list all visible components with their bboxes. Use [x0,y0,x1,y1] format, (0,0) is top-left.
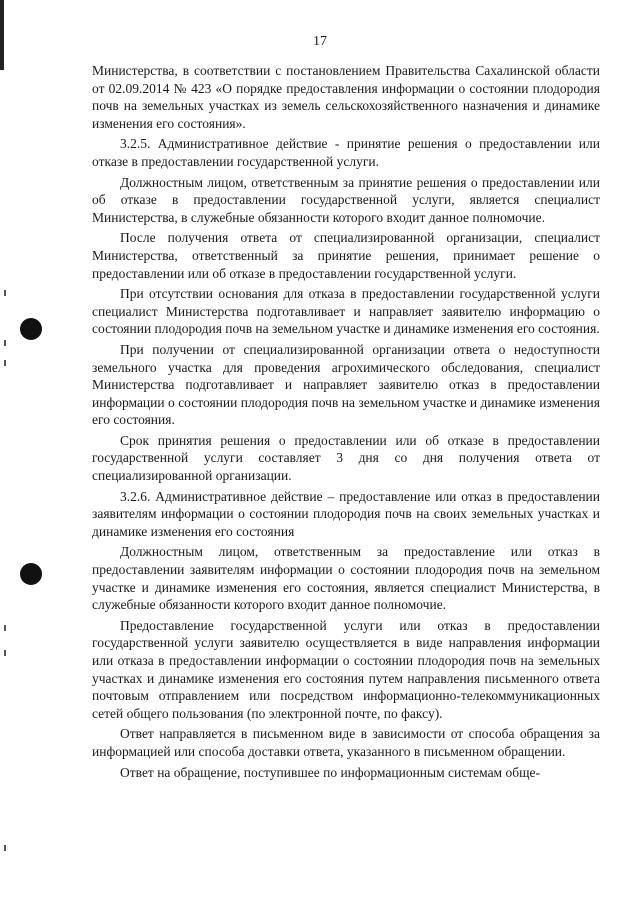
paragraph: Ответ направляется в письменном виде в зависимости от способа обращения за информацией или способа доставки ответа, указанного в письменном обращении. [92,726,600,759]
page-number: 17 [313,34,327,49]
scan-speck [4,290,6,296]
scan-speck [4,360,6,366]
paragraph: Ответ на обращение, поступившее по информационным системам обще- [120,764,540,780]
paragraph: При отсутствии основания для отказа в предоставлении государственной услуги специалист Министерства подготавливает и направляет заявителю информацию о состоянии плодородия почв на земельном участке и динамике изменения его состояния. [92,286,600,337]
paragraph: Срок принятия решения о предоставлении или об отказе в предоставлении государственной услуги составляет 3 дня со дня получения ответа от специализированной организации. [92,432,600,484]
paragraph: Министерства, в соответствии с постановлением Правительства Сахалинской области от 02.09.2014 № 423 «О порядке предоставления информации о состоянии плодородия почв на земельных участках из земель сельскохозяйственного назначения и динамике изменения его состояния». [92,63,600,131]
paragraph: Предоставление государственной услуги или отказ в предоставлении государственной услуги заявителю осуществляется в виде направления информации или отказа в предоставлении информации о состоянии плодородия почв на земельных участках и динамике изменения его состояния путем направления письменного ответа почтовым отправлением или посредством информационно-телекоммуникационных сетей общего пользования (по электронной почте, по факсу). [92,617,600,721]
scan-edge-mark [0,0,4,70]
paragraph: Должностным лицом, ответственным за предоставление или отказ в предоставлении заявителям информации о состоянии плодородия почв на земельном участке и динамике изменения его состояния, является специалист Министерства, в служебные обязанности которого входит данное полномочие. [92,544,600,613]
scan-speck [4,340,6,346]
punch-hole-top [20,318,42,340]
body-text [92,62,600,784]
paragraph: Должностным лицом, ответственным за принятие решения о предоставлении или об отказе в предоставлении государственной услуги, является специалист Министерства, в служебные обязанности которого входит данное полномочие. [92,174,600,225]
paragraph: 3.2.5. Административное действие - принятие решения о предоставлении или отказе в предоставлении государственной услуги. [92,136,600,169]
paragraph: 3.2.6. Административное действие – предоставление или отказ в предоставлении заявителям информации о состоянии плодородия почв на своих земельных участках и динамике изменения его состояния [92,488,600,539]
paragraph: После получения ответа от специализированной организации, специалист Министерства, ответственный за принятие решения, принимает решение о предоставлении или об отказе в предоставлении государственной услуги. [92,230,600,281]
scan-speck [4,845,6,851]
punch-hole-bottom [20,563,42,585]
scan-speck [4,625,6,631]
scan-speck [4,650,6,656]
paragraph: При получении от специализированной организации ответа о недоступности земельного участка для проведения агрохимического обследования, специалист Министерства подготавливает и направляет заявителю отказ в предоставлении информации о состоянии плодородия почв на земельном участке и динамике изменения его состояния. [92,341,600,428]
